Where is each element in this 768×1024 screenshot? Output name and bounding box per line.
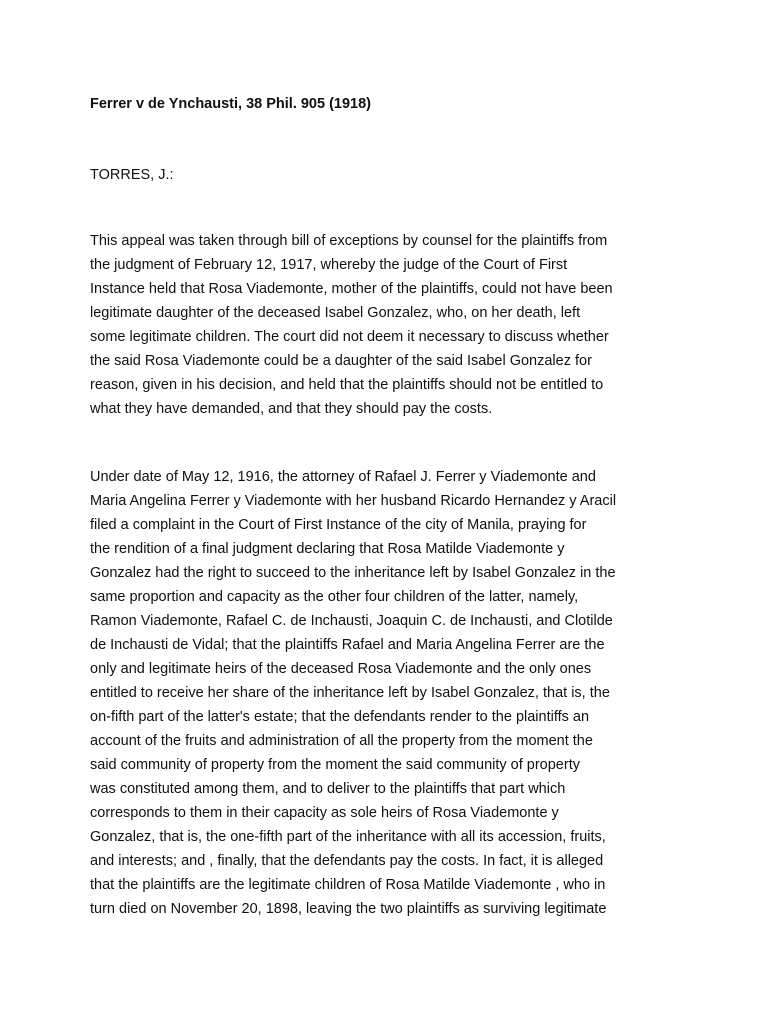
paragraph-line: same proportion and capacity as the other four children of the latter, namely,	[90, 589, 579, 605]
judge-name	[90, 163, 690, 187]
judge-name-text: TORRES, J.:	[90, 167, 174, 183]
paragraph-line: said community of property from the moment the said community of property	[90, 757, 580, 773]
paragraph-line: reason, given in his decision, and held that the plaintiffs should not be entitled to	[90, 377, 604, 393]
case-title-text: Ferrer v de Ynchausti, 38 Phil. 905 (1918)	[90, 96, 372, 112]
case-title	[90, 92, 690, 116]
paragraph-line: Under date of May 12, 1916, the attorney of Rafael J. Ferrer y Viademonte and	[90, 469, 596, 485]
paragraph-2	[90, 465, 690, 921]
paragraph-line: what they have demanded, and that they should pay the costs.	[90, 401, 493, 417]
paragraph-line: and interests; and , finally, that the defendants pay the costs. In fact, it is alleged	[90, 853, 604, 869]
paragraph-line: filed a complaint in the Court of First Instance of the city of Manila, praying for	[90, 517, 587, 533]
paragraph-line: was constituted among them, and to deliver to the plaintiffs that part which	[90, 781, 566, 797]
paragraph-line: de Inchausti de Vidal; that the plaintiffs Rafael and Maria Angelina Ferrer are the	[90, 637, 605, 653]
paragraph-line: Instance held that Rosa Viademonte, mother of the plaintiffs, could not have been	[90, 281, 613, 297]
paragraph-line: legitimate daughter of the deceased Isabel Gonzalez, who, on her death, left	[90, 305, 581, 321]
paragraph-line: entitled to receive her share of the inheritance left by Isabel Gonzalez, that is, the	[90, 685, 610, 701]
paragraph-line: on-fifth part of the latter's estate; that the defendants render to the plaintiffs an	[90, 709, 590, 725]
paragraph-line: Ramon Viademonte, Rafael C. de Inchausti, Joaquin C. de Inchausti, and Clotilde	[90, 613, 613, 629]
paragraph-line: the rendition of a final judgment declaring that Rosa Matilde Viademonte y	[90, 541, 565, 557]
paragraph-line: only and legitimate heirs of the deceased Rosa Viademonte and the only ones	[90, 661, 592, 677]
paragraph-line: account of the fruits and administration of all the property from the moment the	[90, 733, 593, 749]
paragraph-line: the said Rosa Viademonte could be a daughter of the said Isabel Gonzalez for	[90, 353, 592, 369]
paragraph-line: corresponds to them in their capacity as sole heirs of Rosa Viademonte y	[90, 805, 559, 821]
paragraph-line: Maria Angelina Ferrer y Viademonte with her husband Ricardo Hernandez y Aracil	[90, 493, 617, 509]
paragraph-line: Gonzalez had the right to succeed to the inheritance left by Isabel Gonzalez in the	[90, 565, 616, 581]
paragraph-line: Gonzalez, that is, the one-fifth part of the inheritance with all its accession, fruits,	[90, 829, 606, 845]
paragraph-line: This appeal was taken through bill of exceptions by counsel for the plaintiffs from	[90, 233, 608, 249]
paragraph-line: turn died on November 20, 1898, leaving the two plaintiffs as surviving legitimate	[90, 901, 607, 917]
paragraph-line: the judgment of February 12, 1917, whereby the judge of the Court of First	[90, 257, 568, 273]
paragraph-line: that the plaintiffs are the legitimate children of Rosa Matilde Viademonte , who in	[90, 877, 606, 893]
paragraph-1	[90, 229, 690, 421]
paragraph-line: some legitimate children. The court did not deem it necessary to discuss whether	[90, 329, 609, 345]
